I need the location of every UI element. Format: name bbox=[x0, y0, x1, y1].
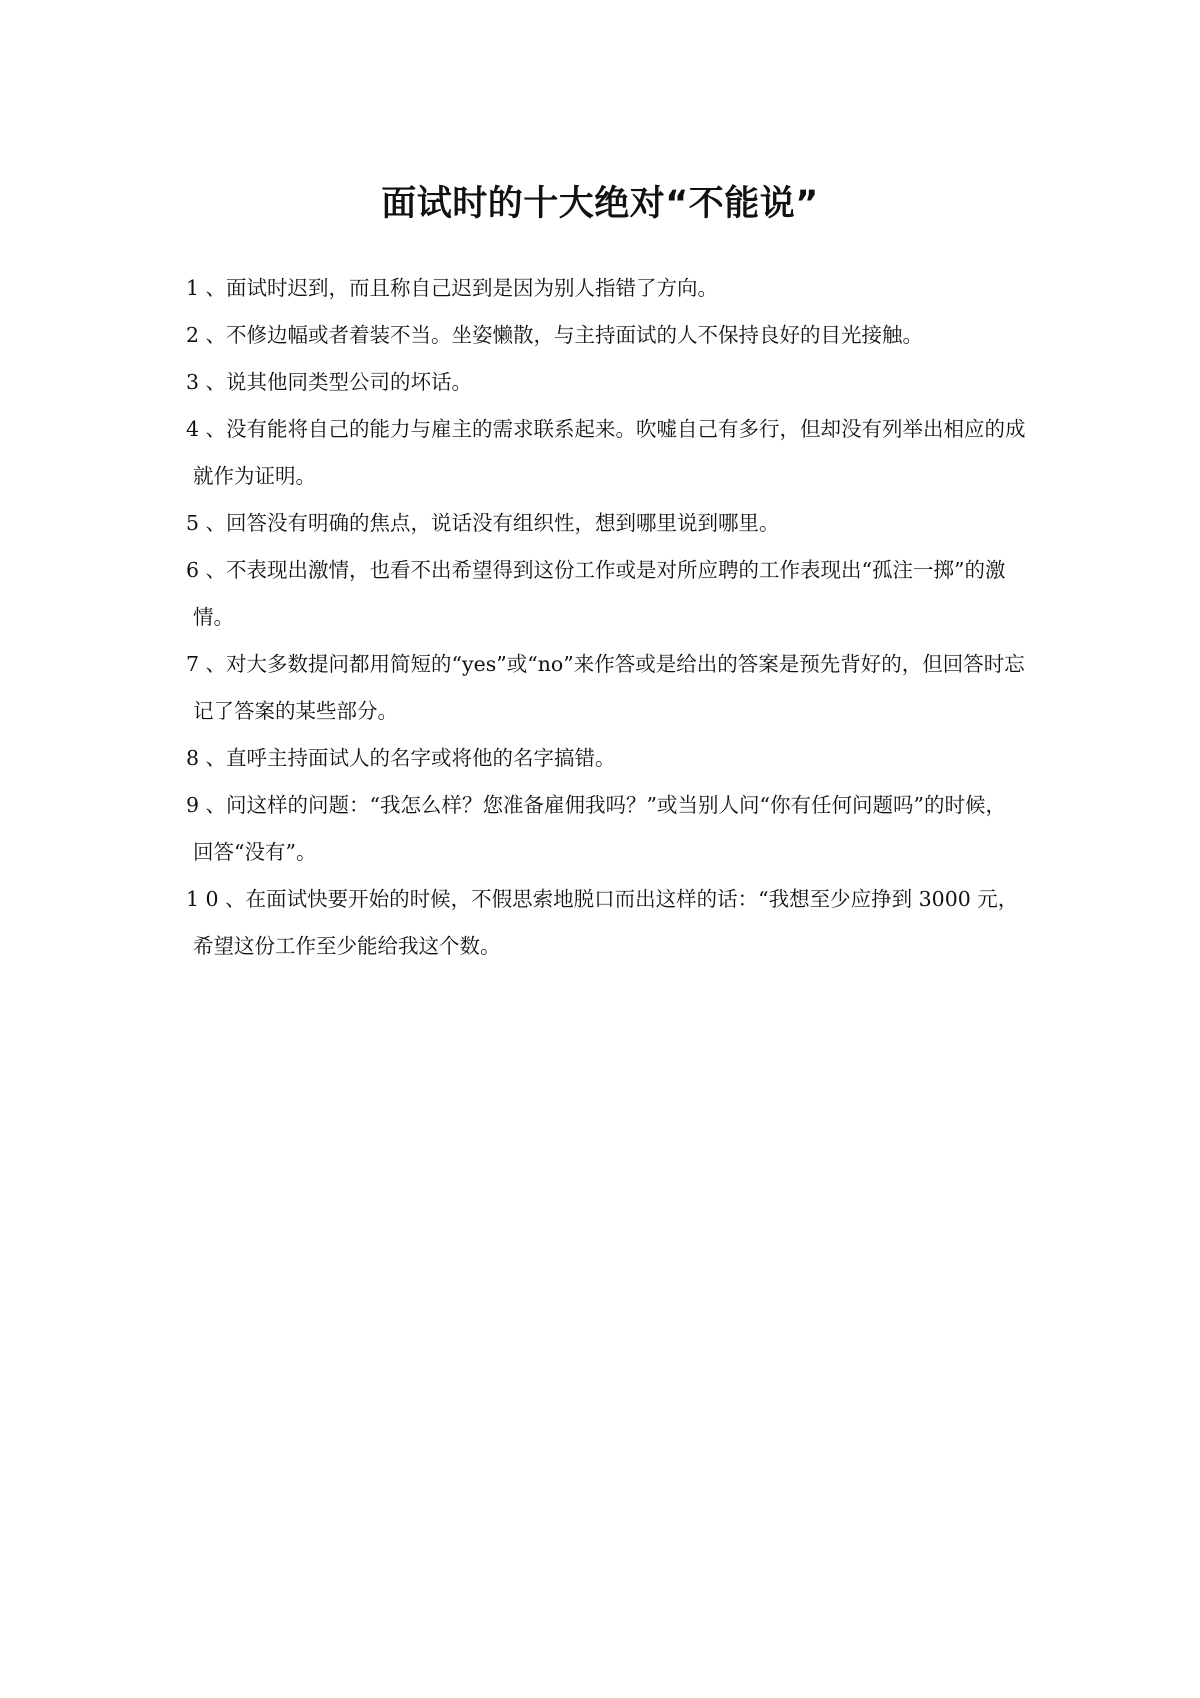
list-item: 6 、不表现出激情，也看不出希望得到这份工作或是对所应聘的工作表现出“孤注一掷”的激情。 bbox=[186, 558, 1006, 629]
list-item: 4 、没有能将自己的能力与雇主的需求联系起来。吹嘘自己有多行，但却没有列举出相应的成就作为证明。 bbox=[186, 417, 1026, 488]
list-item: 2 、不修边幅或者着装不当。坐姿懒散，与主持面试的人不保持良好的目光接触。 bbox=[186, 323, 924, 347]
item-list bbox=[186, 265, 1026, 970]
list-item: 1 0 、在面试快要开始的时候，不假思索地脱口而出这样的话：“我想至少应挣到 3000 元，希望这份工作至少能给我这个数。 bbox=[186, 887, 1019, 958]
list-item: 8 、直呼主持面试人的名字或将他的名字搞错。 bbox=[186, 746, 616, 770]
document-title: 面试时的十大绝对“不能说” bbox=[381, 184, 819, 224]
list-item: 3 、说其他同类型公司的坏话。 bbox=[186, 370, 473, 394]
list-item: 5 、回答没有明确的焦点，说话没有组织性，想到哪里说到哪里。 bbox=[186, 511, 780, 535]
list-item: 7 、对大多数提问都用简短的“yes”或“no”来作答或是给出的答案是预先背好的，但回答时忘记了答案的某些部分。 bbox=[186, 652, 1025, 723]
list-item: 9 、问这样的问题：“我怎么样？您准备雇佣我吗？”或当别人问“你有任何问题吗”的时候，回答“没有”。 bbox=[186, 793, 1006, 864]
list-item: 1 、面试时迟到，而且称自己迟到是因为别人指错了方向。 bbox=[186, 276, 719, 300]
